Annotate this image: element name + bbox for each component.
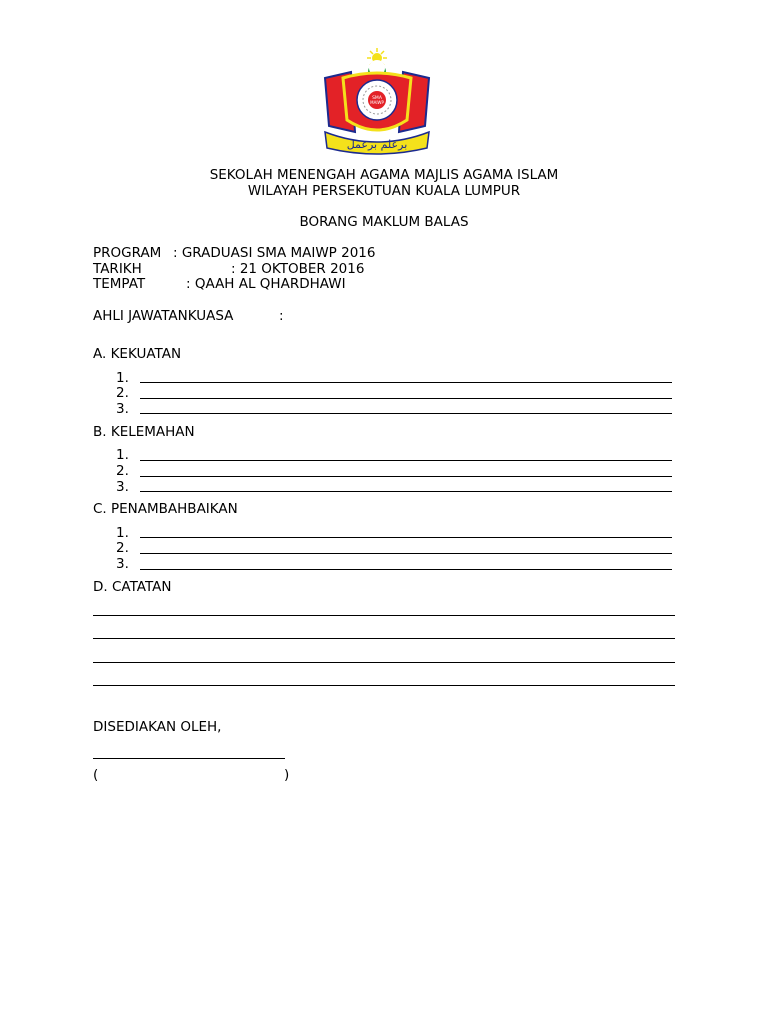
school-name-line2: WILAYAH PERSEKUTUAN KUALA LUMPUR (247, 183, 521, 199)
list-item-number: 3. (116, 479, 129, 495)
notes-line[interactable] (93, 638, 675, 639)
name-open-paren: ( (93, 767, 99, 783)
answer-line[interactable] (140, 382, 672, 383)
school-crest-logo (321, 48, 433, 160)
answer-line[interactable] (140, 537, 672, 538)
school-name-line1: SEKOLAH MENENGAH AGAMA MAJLIS AGAMA ISLAM (209, 167, 559, 183)
list-item-number: 1. (116, 525, 129, 541)
answer-line[interactable] (140, 460, 672, 461)
answer-line[interactable] (140, 491, 672, 492)
section-d-title: D. CATATAN (93, 579, 172, 595)
form-title: BORANG MAKLUM BALAS (299, 214, 469, 230)
list-item-number: 3. (116, 401, 129, 417)
program-value: : GRADUASI SMA MAIWP 2016 (173, 245, 376, 261)
section-a-title: A. KEKUATAN (93, 346, 182, 362)
tempat-label: TEMPAT (93, 276, 146, 292)
answer-line[interactable] (140, 476, 672, 477)
list-item-number: 2. (116, 385, 129, 401)
list-item-number: 2. (116, 463, 129, 479)
committee-colon: : (279, 308, 284, 324)
list-item-number: 2. (116, 540, 129, 556)
tarikh-value: : 21 OKTOBER 2016 (231, 261, 365, 277)
svg-text:MAIWP: MAIWP (370, 100, 384, 105)
notes-line[interactable] (93, 685, 675, 686)
list-item-number: 3. (116, 556, 129, 572)
committee-label: AHLI JAWATANKUASA (93, 308, 234, 324)
list-item-number: 1. (116, 447, 129, 463)
section-c-title: C. PENAMBAHBAIKAN (93, 501, 238, 517)
crest-inner-text: SMA (372, 96, 382, 101)
answer-line[interactable] (140, 413, 672, 414)
tempat-value: : QAAH AL QHARDHAWI (186, 276, 346, 292)
name-close-paren: ) (284, 767, 290, 783)
tarikh-label: TARIKH (93, 261, 142, 277)
motto-script-text: ﺑﺮﻋﻠﻢ ﺑﺮﻋﻤﻞ (346, 138, 408, 151)
answer-line[interactable] (140, 398, 672, 399)
answer-line[interactable] (140, 569, 672, 570)
notes-line[interactable] (93, 662, 675, 663)
notes-line[interactable] (93, 615, 675, 616)
signature-line[interactable] (93, 758, 285, 759)
prepared-by-label: DISEDIAKAN OLEH, (93, 719, 222, 735)
answer-line[interactable] (140, 553, 672, 554)
section-b-title: B. KELEMAHAN (93, 424, 195, 440)
list-item-number: 1. (116, 370, 129, 386)
program-label: PROGRAM (93, 245, 162, 261)
